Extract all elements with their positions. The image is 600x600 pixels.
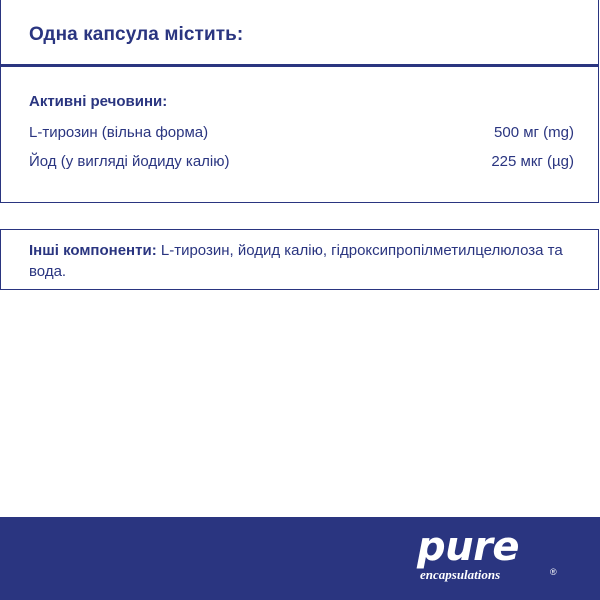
other-ingredients-list: L-тирозин, йодид калію, гідроксипропілметилцелюлоза та вода. — [29, 242, 563, 280]
facts-header — [1, 0, 598, 67]
brand-footer — [0, 517, 600, 600]
supplement-facts-panel — [0, 0, 599, 203]
active-ingredients-label: Активні речовини: — [29, 93, 168, 110]
brand-logo-subtitle: encapsulations — [420, 567, 501, 582]
ingredient-name: L-тирозин (вільна форма) — [29, 124, 209, 141]
facts-title: Одна капсула містить: — [29, 24, 244, 45]
brand-logo-word: pure — [417, 524, 519, 570]
other-ingredients-text — [29, 240, 569, 282]
ingredient-amount: 225 мкг (µg) — [491, 153, 574, 170]
ingredient-row — [29, 124, 574, 141]
ingredient-amount: 500 мг (mg) — [494, 124, 574, 141]
registered-mark: ® — [550, 567, 557, 577]
other-ingredients-label: Інші компоненти: — [29, 242, 157, 259]
brand-logo — [417, 524, 557, 583]
ingredient-row — [29, 153, 574, 170]
ingredient-name: Йод (у вигляді йодиду калію) — [29, 153, 230, 170]
other-ingredients-panel — [0, 229, 599, 290]
